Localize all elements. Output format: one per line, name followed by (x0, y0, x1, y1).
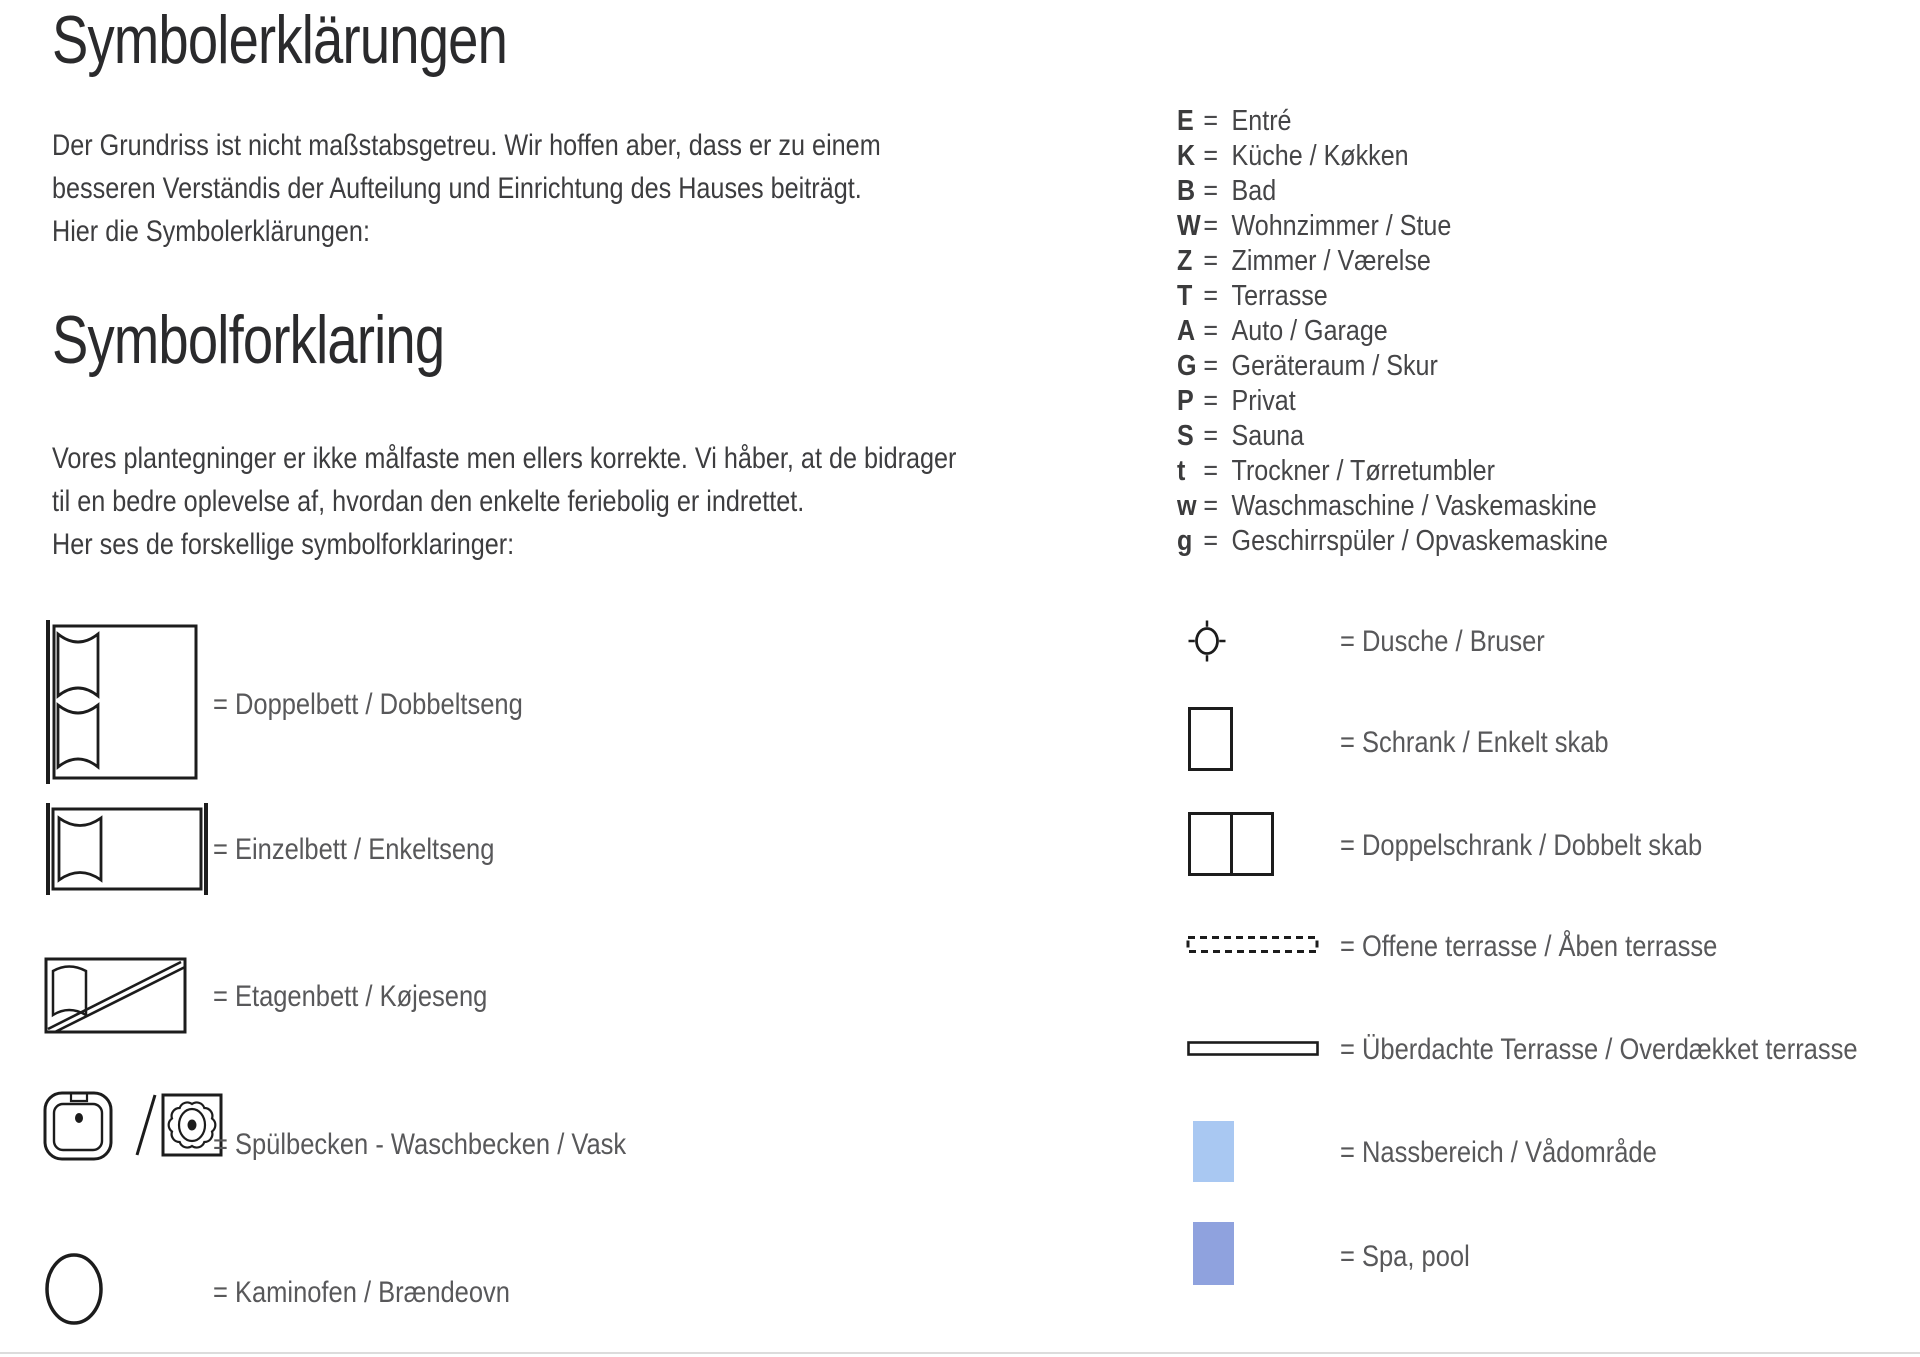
single-wardrobe-label: = Schrank / Enkelt skab (1340, 726, 1609, 759)
letter-row: P = Privat (1177, 385, 1296, 417)
single-bed-icon (44, 802, 210, 896)
german-intro (52, 124, 881, 253)
danish-intro-line-3: Her ses de forskellige symbolforklaringer: (52, 528, 515, 561)
danish-title-text: Symbolforklaring (52, 302, 445, 378)
letter-row: w = Waschmaschine / Vaskemaskine (1177, 490, 1597, 522)
sink-washbasin-label: = Spülbecken - Waschbecken / Vask (213, 1128, 627, 1161)
sink-washbasin-icon (43, 1085, 225, 1163)
spa-pool-swatch (1193, 1222, 1234, 1285)
double-bed-label: = Doppelbett / Dobbeltseng (213, 688, 523, 721)
single-bed-label: = Einzelbett / Enkeltseng (213, 833, 495, 866)
german-intro-line-1: Der Grundriss ist nicht maßstabsgetreu. Wir hoffen aber, dass er zu einem (52, 129, 881, 162)
letter-row: Z = Zimmer / Værelse (1177, 245, 1431, 277)
letter-row: K = Küche / Køkken (1177, 140, 1409, 172)
open-terrace-icon (1186, 935, 1320, 955)
single-wardrobe-icon (1188, 707, 1233, 771)
danish-intro-line-2: til en bedre oplevelse af, hvordan den enkelte feriebolig er indrettet. (52, 485, 805, 518)
wet-area-label: = Nassbereich / Vådområde (1340, 1136, 1657, 1169)
double-bed-icon (44, 619, 199, 785)
danish-title (52, 302, 542, 378)
open-terrace-label: = Offene terrasse / Åben terrasse (1340, 930, 1718, 963)
german-intro-line-2: besseren Verständis der Aufteilung und Einrichtung des Hauses beiträgt. (52, 172, 862, 205)
danish-intro (52, 437, 956, 566)
letter-row: T = Terrasse (1177, 280, 1328, 312)
shower-icon (1184, 618, 1230, 664)
letter-legend (1177, 104, 1608, 559)
covered-terrace-icon (1187, 1041, 1320, 1058)
german-title (52, 2, 621, 78)
danish-intro-line-1: Vores plantegninger er ikke målfaste men ellers korrekte. Vi håber, at de bidrager (52, 442, 957, 475)
spa-pool-label: = Spa, pool (1340, 1240, 1470, 1273)
letter-row: W= Wohnzimmer / Stue (1177, 210, 1452, 242)
german-intro-line-3: Hier die Symbolerklärungen: (52, 215, 370, 248)
letter-row: E = Entré (1177, 105, 1292, 137)
bunk-bed-icon (44, 957, 190, 1035)
covered-terrace-label: = Überdachte Terrasse / Overdækket terrasse (1340, 1033, 1858, 1066)
wet-area-swatch (1193, 1121, 1234, 1182)
letter-row: t = Trockner / Tørretumbler (1177, 455, 1495, 487)
double-wardrobe-icon (1188, 812, 1275, 877)
bunk-bed-label: = Etagenbett / Køjeseng (213, 980, 488, 1013)
letter-row: A = Auto / Garage (1177, 315, 1388, 347)
double-wardrobe-label: = Doppelschrank / Dobbelt skab (1340, 829, 1703, 862)
page-bottom-rule (0, 1352, 1920, 1354)
german-title-text: Symbolerklärungen (52, 2, 508, 78)
letter-row: g = Geschirrspüler / Opvaskemaskine (1177, 525, 1608, 557)
wood-stove-icon (44, 1252, 106, 1326)
shower-label: = Dusche / Bruser (1340, 625, 1545, 658)
letter-row: S = Sauna (1177, 420, 1305, 452)
letter-row: G = Geräteraum / Skur (1177, 350, 1438, 382)
letter-row: B = Bad (1177, 175, 1277, 207)
wood-stove-label: = Kaminofen / Brændeovn (213, 1276, 510, 1309)
